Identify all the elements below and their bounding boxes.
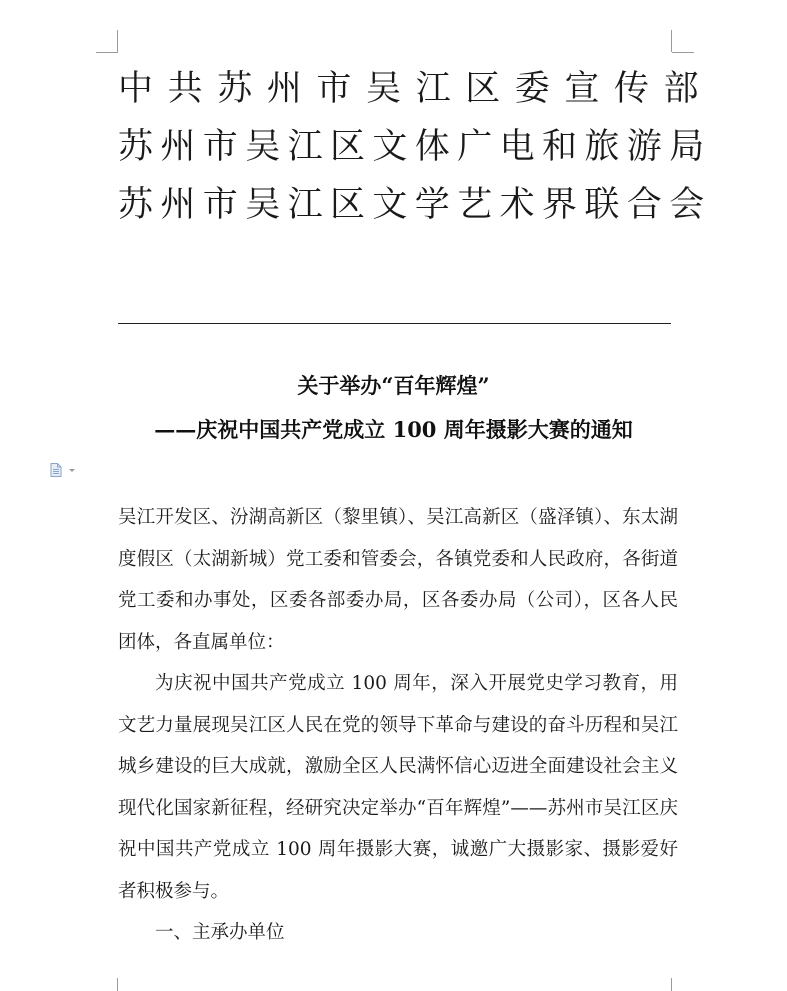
notice-title-line-2: ——庆祝中国共产党成立 100 周年摄影大赛的通知 [154, 417, 633, 442]
document-icon [50, 463, 80, 477]
issuer-line-3: 苏州市吴江区文学艺术界联合会 [118, 185, 712, 225]
issuer-line-1: 中共苏州市吴江区委宣传部 [118, 69, 714, 109]
crop-mark-top-left-h [96, 52, 118, 53]
notice-title-line-1: 关于举办“百年辉煌” [297, 373, 490, 398]
section-heading-1: 一、主承办单位 [155, 922, 285, 943]
notice-body [118, 497, 678, 954]
body-paragraph: 为庆祝中国共产党成立 100 周年，深入开展党史学习教育，用文艺力量展现吴江区人民在党的领导下革命与建设的奋斗历程和吴江城乡建设的巨大成就，激励全区人民满怀信心迈进全面建设社会主义现代化国家新征程，经研究决定举办“百年辉煌”——苏州市吴江区庆祝中国共产党成立 100 周年摄影大赛，诚邀广大摄影家、摄影爱好者积极参与。 [118, 673, 678, 902]
issuer-line-2: 苏州市吴江区文体广电和旅游局 [118, 127, 712, 167]
crop-mark-top-right-h [672, 52, 694, 53]
crop-mark-top-left-v [117, 30, 118, 52]
chevron-down-icon [69, 469, 75, 472]
issuer-block [118, 60, 714, 234]
paragraph-menu-button[interactable] [50, 462, 80, 476]
header-divider [118, 323, 671, 324]
crop-mark-bottom-right-v [671, 978, 672, 991]
crop-mark-top-right-v [671, 30, 672, 52]
recipients-paragraph: 吴江开发区、汾湖高新区（黎里镇）、吴江高新区（盛泽镇）、东太湖度假区（太湖新城）党工委和管委会，各镇党委和人民政府，各街道党工委和办事处，区委各部委办局，区各委办局（公司），区各人民团体，各直属单位： [118, 507, 678, 653]
crop-mark-bottom-left-v [117, 978, 118, 991]
